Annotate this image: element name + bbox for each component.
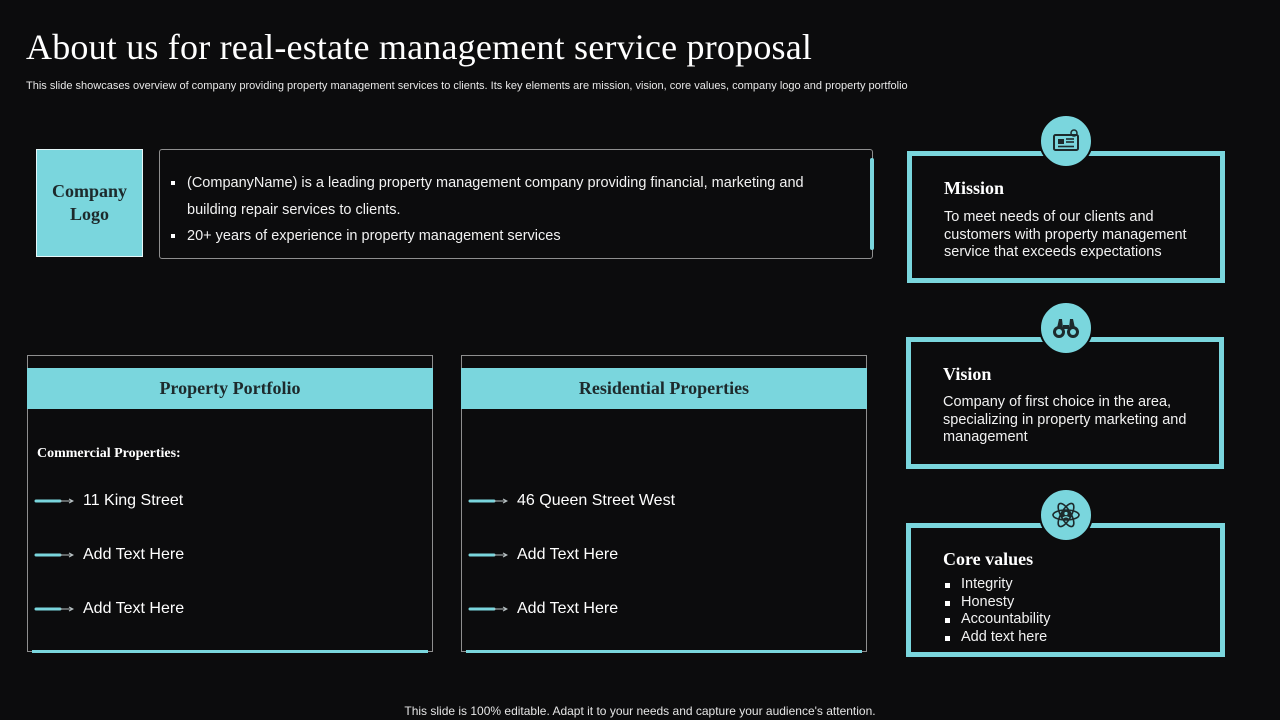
mission-card — [907, 151, 1225, 283]
about-bullet: 20+ years of experience in property management services — [170, 223, 830, 250]
list-item — [468, 545, 618, 565]
core-value-item: Add text here — [943, 629, 1050, 647]
panel-bottom-accent — [32, 650, 428, 653]
portfolio-item-label: Add Text Here — [83, 600, 185, 617]
core-values-title: Core values — [943, 549, 1034, 569]
logo-line-1: Company — [51, 181, 127, 201]
about-box — [159, 149, 873, 259]
about-list — [170, 170, 830, 250]
core-value-item: Accountability — [943, 611, 1050, 629]
list-item — [468, 599, 618, 619]
arrow-icon — [468, 496, 508, 506]
about-bullet: (CompanyName) is a leading property management company providing financial, marketing and building repair services to clients. — [170, 170, 830, 223]
core-value-item: Integrity — [943, 576, 1050, 594]
arrow-icon — [468, 604, 508, 614]
presentation-screen-icon — [1039, 114, 1093, 168]
arrow-icon — [468, 550, 508, 560]
arrow-icon — [34, 550, 74, 560]
list-item — [34, 545, 184, 565]
atom-icon — [1039, 488, 1093, 542]
arrow-icon — [34, 604, 74, 614]
binoculars-icon — [1039, 301, 1093, 355]
mission-text: To meet needs of our clients and customers with property management service that exceeds expectations — [944, 209, 1187, 260]
panel-bottom-accent — [466, 650, 862, 653]
list-item — [34, 491, 183, 511]
residential-item-label: Add Text Here — [517, 600, 619, 617]
portfolio-item-label: Add Text Here — [83, 546, 185, 563]
residential-properties-panel — [461, 355, 867, 652]
slide-subtitle: This slide showcases overview of company providing property management services to clients. Its key elements are mission, vision, core values, company logo and property portfolio — [26, 80, 908, 92]
slide-title: About us for real-estate management service proposal — [26, 27, 813, 67]
core-value-item: Honesty — [943, 594, 1050, 612]
residential-properties-header: Residential Properties — [461, 368, 867, 409]
about-accent-bar — [870, 158, 874, 250]
vision-text: Company of first choice in the area, specializing in property marketing and management — [943, 394, 1187, 445]
residential-item-label: 46 Queen Street West — [517, 492, 676, 509]
portfolio-item-label: 11 King Street — [83, 492, 184, 509]
property-portfolio-header: Property Portfolio — [27, 368, 433, 409]
vision-card — [906, 337, 1224, 469]
commercial-properties-label: Commercial Properties: — [37, 446, 181, 461]
list-item — [34, 599, 184, 619]
mission-title: Mission — [944, 178, 1005, 198]
vision-title: Vision — [943, 364, 992, 384]
slide-footer: This slide is 100% editable. Adapt it to your needs and capture your audience's attention. — [404, 704, 876, 718]
property-portfolio-panel — [27, 355, 433, 652]
logo-line-2: Logo — [69, 204, 109, 224]
core-values-list — [943, 576, 1050, 646]
residential-item-label: Add Text Here — [517, 546, 619, 563]
arrow-icon — [34, 496, 74, 506]
list-item — [468, 491, 675, 511]
company-logo-box — [36, 149, 143, 257]
core-values-card — [906, 523, 1225, 657]
